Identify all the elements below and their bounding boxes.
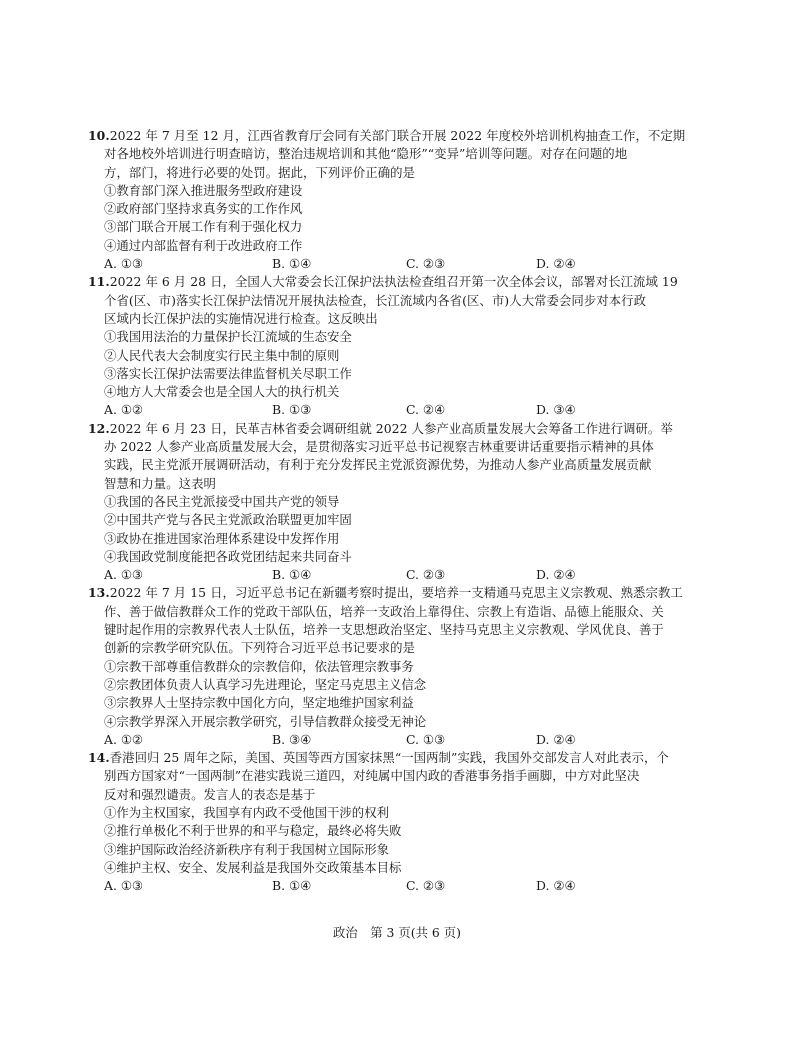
- choice-d: D. ②④: [536, 567, 576, 583]
- page-footer: 政治 第 3 页(共 6 页): [333, 925, 461, 940]
- answer-choices: [104, 255, 684, 273]
- answer-choices: [104, 566, 684, 584]
- question-stem-line: 办 2022 人参产业高质量发展大会，是贯彻落实习近平总书记视察吉林重要讲话重要指示精神的具体: [104, 439, 654, 455]
- choice-c: C. ②③: [406, 567, 446, 583]
- question-stem-line: 对各地校外培训进行明查暗访，整治违规培训和其他“隐形”“变异”培训等问题。对存在问题的地: [104, 146, 628, 162]
- statement-option: ①我国的各民主党派接受中国共产党的领导: [104, 493, 340, 509]
- question-stem-line: 12.2022 年 6 月 23 日，民革吉林省委会调研组就 2022 人参产业高质量发展大会筹备工作进行调研。举: [88, 420, 673, 436]
- answer-choices: [104, 731, 684, 749]
- choice-a: A. ①③: [104, 878, 144, 894]
- statement-option: ④我国政党制度能把各政党团结起来共同奋斗: [104, 548, 352, 564]
- question-14: [88, 749, 684, 895]
- statement-option: ③落实长江保护法需要法律监督机关尽职工作: [104, 365, 352, 381]
- choice-b: B. ①③: [272, 402, 312, 418]
- question-stem-line: 10.2022 年 7 月至 12 月，江西省教育厅会同有关部门联合开展 2022 年度校外培训机构抽查工作，不定期: [88, 128, 686, 143]
- choice-a: A. ①③: [104, 256, 144, 272]
- statement-option: ③部门联合开展工作有利于强化权力: [104, 219, 303, 235]
- statement-option: ③政协在推进国家治理体系建设中发挥作用: [104, 530, 340, 546]
- choice-d: D. ②④: [536, 878, 576, 894]
- statement-option: ①我国用法治的力量保护长江流域的生态安全: [104, 329, 352, 345]
- choice-b: B. ①④: [272, 878, 312, 894]
- choice-c: C. ②④: [406, 402, 446, 418]
- question-stem-line: 区域内长江保护法的实施情况进行检查。这反映出: [104, 310, 378, 326]
- answer-choices: [104, 877, 684, 895]
- question-stem-line: 作、善于做信教群众工作的党政干部队伍，培养一支政治上靠得住、宗教上有造诣、品德上能服众、关: [104, 603, 664, 619]
- choice-a: A. ①③: [104, 567, 144, 583]
- question-number: 13.: [88, 585, 110, 601]
- question-11: [88, 273, 684, 419]
- choice-b: B. ③④: [272, 731, 312, 747]
- question-number: 12.: [88, 420, 110, 436]
- statement-option: ④维护主权、安全、发展利益是我国外交政策基本目标: [104, 859, 402, 875]
- question-stem-line: 智慧和力量。这表明: [104, 475, 216, 491]
- answer-choices: [104, 401, 684, 419]
- choice-a: A. ①②: [104, 731, 144, 747]
- question-number: 14.: [88, 750, 110, 766]
- question-stem-line: 方，部门，将进行必要的处罚。据此，下列评价正确的是: [104, 164, 416, 180]
- question-stem-line: 反对和强烈谴责。发言人的表态是基于: [104, 786, 316, 802]
- question-13: [88, 584, 684, 749]
- statement-option: ③维护国际政治经济新秩序有利于我国树立国际形象: [104, 841, 389, 857]
- question-stem-line: 个省(区、市)落实长江保护法情况开展执法检查，长江流域内各省(区、市)人大常委会同步对本行政: [104, 292, 647, 308]
- exam-page-content: [88, 127, 686, 895]
- question-number: 10.: [88, 128, 110, 143]
- question-10: [88, 127, 686, 273]
- statement-option: ④通过内部监督有利于改进政府工作: [104, 237, 303, 253]
- choice-c: C. ②③: [406, 256, 446, 272]
- question-12: [88, 420, 684, 585]
- statement-option: ④宗教学界深入开展宗教学研究，引导信教群众接受无神论: [104, 713, 427, 729]
- choice-b: B. ①④: [272, 256, 312, 272]
- question-stem-line: 键时起作用的宗教界代表人士队伍，培养一支思想政治坚定、坚持马克思主义宗教观、学风优良、善于: [104, 622, 664, 638]
- choice-d: D. ②④: [536, 731, 576, 747]
- statement-option: ②推行单极化不利于世界的和平与稳定，最终必将失败: [104, 823, 402, 839]
- question-stem-line: 实践，民主党派开展调研活动，有利于充分发挥民主党派资源优势，为推动人参产业高质量发展贡献: [104, 457, 652, 473]
- choice-c: C. ①③: [406, 731, 446, 747]
- question-number: 11.: [88, 274, 110, 290]
- statement-option: ①教育部门深入推进服务型政府建设: [104, 182, 303, 198]
- question-stem-line: 创新的宗教学研究队伍。下列符合习近平总书记要求的是: [104, 640, 416, 656]
- question-stem-line: 别西方国家对“一国两制”在港实践说三道四，对纯属中国内政的香港事务指手画脚，中方对此坚决: [104, 768, 640, 784]
- choice-a: A. ①②: [104, 402, 144, 418]
- statement-option: ②政府部门坚持求真务实的工作作风: [104, 201, 303, 217]
- statement-option: ①宗教干部尊重信教群众的宗教信仰，依法管理宗教事务: [104, 658, 414, 674]
- question-stem-line: 13.2022 年 7 月 15 日，习近平总书记在新疆考察时提出，要培养一支精通马克思主义宗教观、熟悉宗教工: [88, 585, 683, 601]
- statement-option: ③宗教界人士坚持宗教中国化方向，坚定地维护国家利益: [104, 695, 414, 711]
- question-stem-line: 14.香港回归 25 周年之际，美国、英国等西方国家抹黑“一国两制”实践，我国外交部发言人对此表示，个: [88, 750, 669, 766]
- statement-option: ②宗教团体负责人认真学习先进理论，坚定马克思主义信念: [104, 676, 427, 692]
- statement-option: ①作为主权国家，我国享有内政不受他国干涉的权利: [104, 804, 389, 820]
- choice-b: B. ①④: [272, 567, 312, 583]
- statement-option: ④地方人大常委会也是全国人大的执行机关: [104, 384, 340, 400]
- choice-d: D. ③④: [536, 402, 576, 418]
- question-stem-line: 11.2022 年 6 月 28 日，全国人大常委会长江保护法执法检查组召开第一次全体会议，部署对长江流域 19: [88, 274, 678, 290]
- choice-c: C. ②③: [406, 878, 446, 894]
- choice-d: D. ②④: [536, 256, 576, 272]
- statement-option: ②中国共产党与各民主党派政治联盟更加牢固: [104, 512, 352, 528]
- statement-option: ②人民代表大会制度实行民主集中制的原则: [104, 347, 340, 363]
